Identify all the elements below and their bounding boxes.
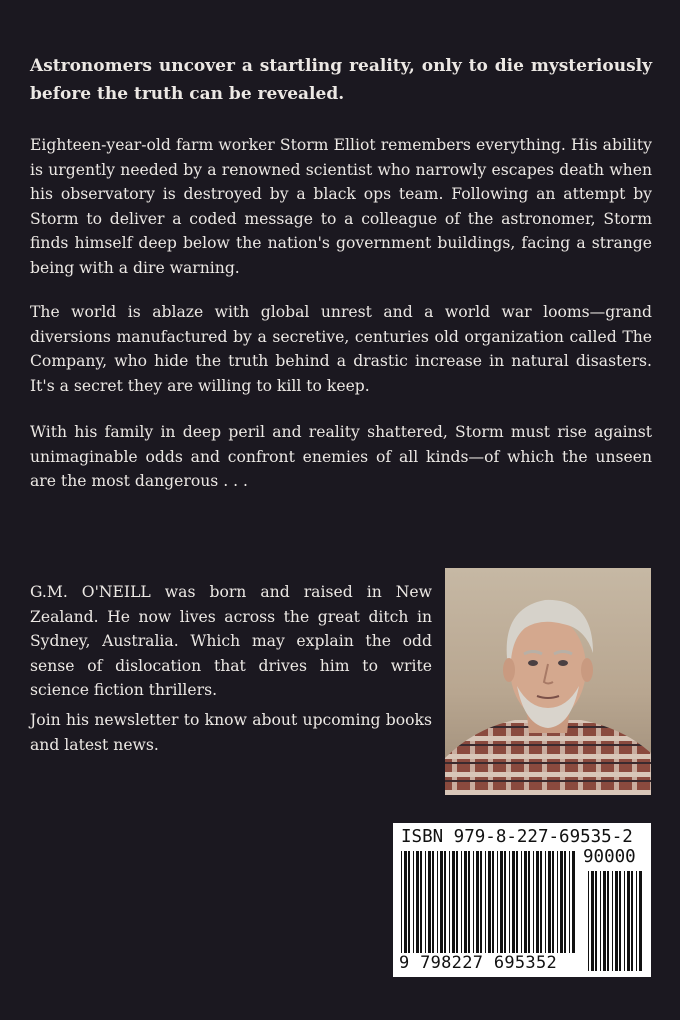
blurb-paragraph-1: Eighteen-year-old farm worker Storm Elliot remembers everything. His ability is urgently needed by a renowned scientist who narrowly escapes death when his observatory is destroyed by a black ops team. Following an attempt by Storm to deliver a coded message to a colleague of the astronomer, Storm finds himself deep below the nation's government buildings, facing a strange being with a dire warning. bbox=[30, 136, 652, 277]
tagline: Astronomers uncover a startling reality, only to die mysteriously before the truth can be revealed. bbox=[30, 56, 652, 104]
author-photo bbox=[445, 568, 651, 795]
price-code: 90000 bbox=[583, 847, 636, 867]
blurb-paragraph-2: The world is ablaze with global unrest and a world war looms—grand diversions manufactured by a secretive, centuries old organization called The Company, who hide the truth behind a drastic increase in natural disasters. It's a secret they are willing to kill to keep. bbox=[30, 303, 652, 395]
addon-barcode-bars bbox=[586, 871, 646, 971]
newsletter-note: Join his newsletter to know about upcoming books and latest news. bbox=[30, 711, 432, 754]
author-bio: G.M. O'NEILL was born and raised in New Zealand. He now lives across the great ditch in Sydney, Australia. Which may explain the odd sense of dislocation that drives him to write science fiction thrillers. bbox=[30, 583, 432, 700]
ean-digits: 9 798227 695352 bbox=[399, 953, 558, 973]
isbn-number: ISBN 979-8-227-69535-2 bbox=[401, 827, 633, 847]
isbn-barcode bbox=[393, 823, 651, 977]
blurb-paragraph-3: With his family in deep peril and reality shattered, Storm must rise against unimaginable odds and confront enemies of all kinds—of which the unseen are the most dangerous . . . bbox=[30, 423, 652, 491]
barcode-bars bbox=[399, 851, 579, 953]
